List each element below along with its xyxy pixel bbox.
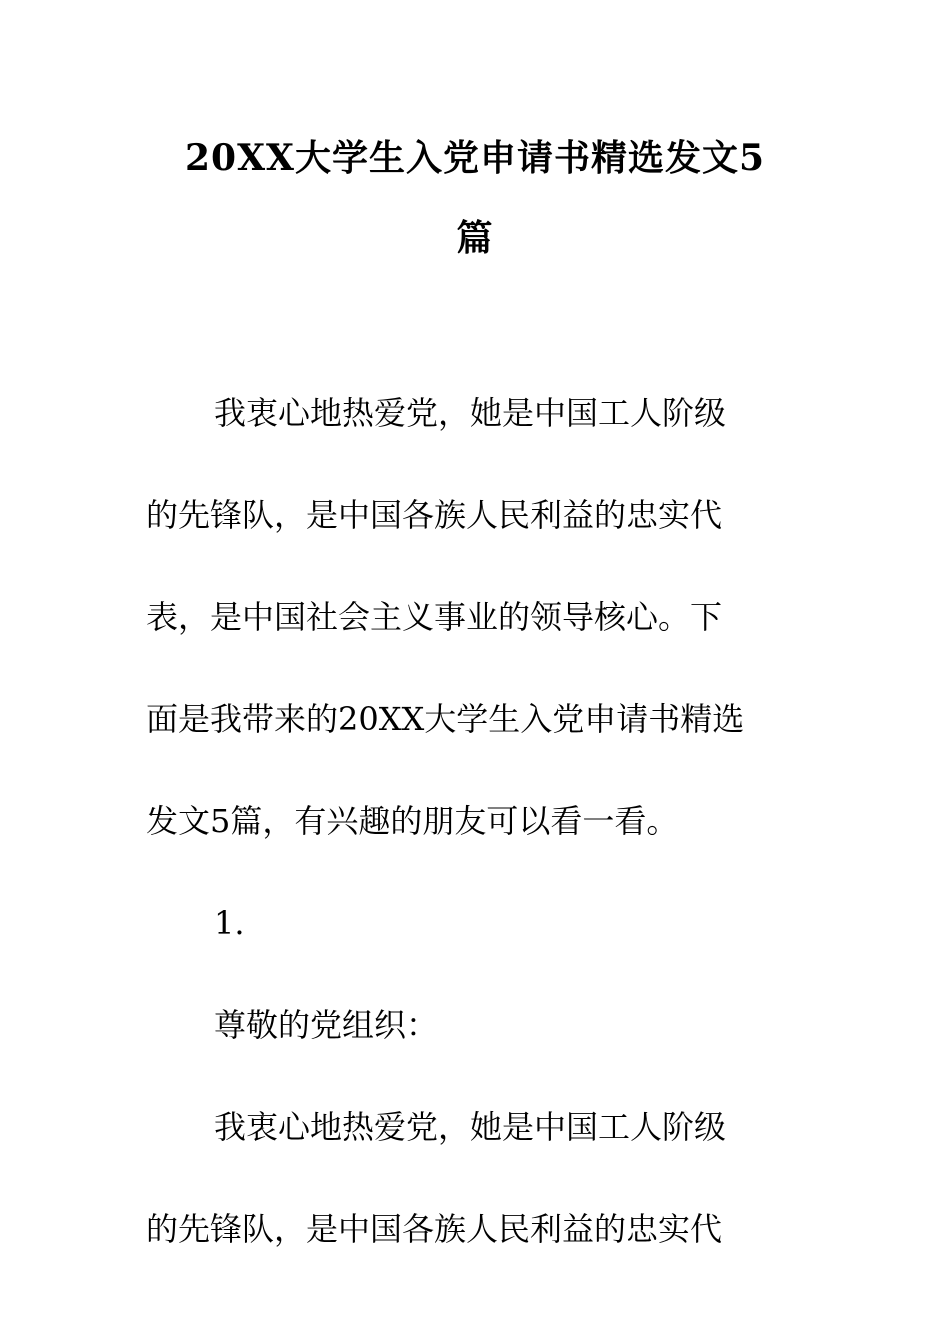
document-title [150,118,800,278]
document-body [146,362,796,1280]
intro-line: 表，是中国社会主义事业的领导核心。下 [146,598,723,636]
body-line: 的先锋队，是中国各族人民利益的忠实代 [146,1210,723,1248]
intro-line: 发文5篇，有兴趣的朋友可以看一看。 [146,802,679,840]
body-line: 我衷心地热爱党，她是中国工人阶级 [214,1108,727,1146]
intro-line: 的先锋队，是中国各族人民利益的忠实代 [146,496,723,534]
intro-line: 面是我带来的20XX大学生入党申请书精选 [146,700,745,738]
intro-line: 我衷心地热爱党，她是中国工人阶级 [214,394,727,432]
section-number: 1. [214,904,245,942]
salutation: 尊敬的党组织： [214,1006,439,1044]
title-line-2: 篇 [456,217,494,259]
title-line-1: 20XX大学生入党申请书精选发文5 [184,137,765,179]
